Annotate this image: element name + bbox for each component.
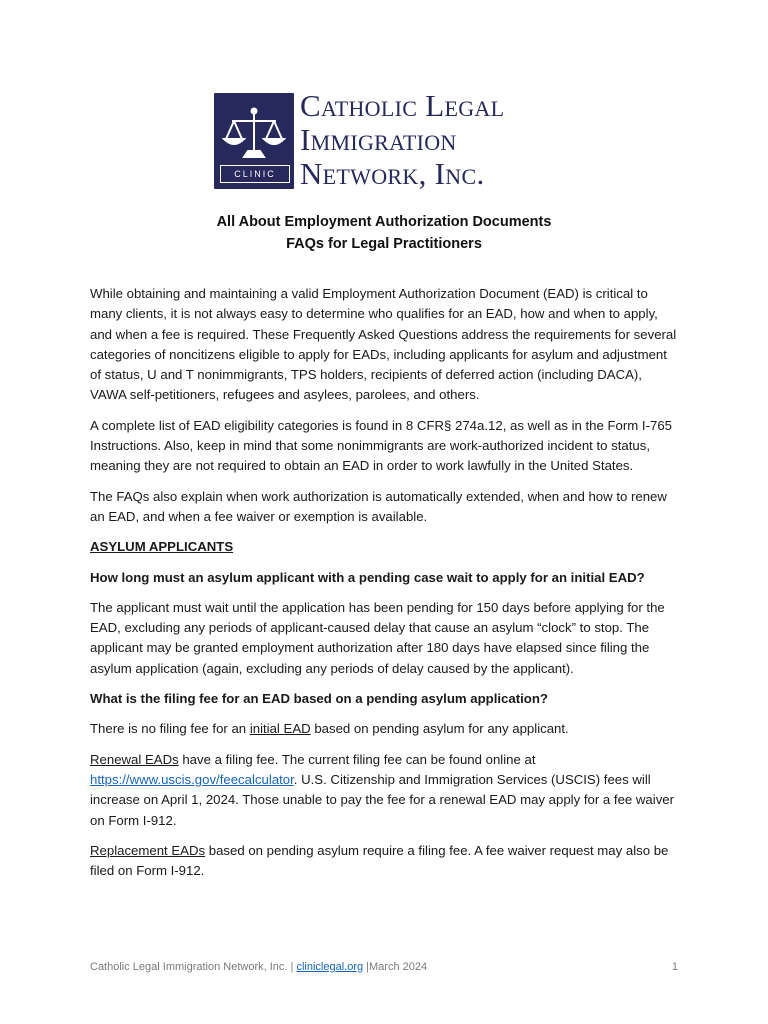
answer-3-text-b: . U.S. Citizenship and Immigration Services (USCIS) fees will increase on April 1, 2024. Those unable to pay the fee for a renewal EAD may apply for a fee waiver on Form I-912. xyxy=(90,771,675,828)
document-body xyxy=(90,284,680,891)
logo-line-3: Network, Inc. xyxy=(300,156,485,191)
answer-4-text: based on pending asylum require a filing fee. A fee waiver request may also be filed on Form I-912. xyxy=(90,842,669,879)
page-footer xyxy=(90,961,680,973)
document-title xyxy=(0,211,768,255)
renewal-eads-term: Renewal EADs xyxy=(90,751,179,767)
answer-2-text-b: based on pending asylum for any applicant. xyxy=(310,721,569,737)
answer-1: The applicant must wait until the application has been pending for 150 days before applying for the EAD, excluding any periods of applicant-caused delay that cause an asylum “clock” to stop. The applicant may be granted employment authorization after 180 days have elapsed since filing the asylum application (again, excluding any periods of delay caused by the applicant). xyxy=(90,599,665,676)
logo-line-1: Catholic Legal xyxy=(300,88,505,123)
answer-3-text-a: have a filing fee. The current filing fee can be found online at xyxy=(178,751,536,767)
page-number: 1 xyxy=(671,961,678,973)
clinic-tag: CLINIC xyxy=(220,165,290,183)
intro-paragraph-3: The FAQs also explain when work authorization is automatically extended, when and how to renew an EAD, and when a fee waiver or exemption is available. xyxy=(90,488,667,524)
title-line-2: FAQs for Legal Practitioners xyxy=(286,236,482,252)
fee-calculator-link[interactable]: https://www.uscis.gov/feecalculator xyxy=(90,771,294,787)
question-1: How long must an asylum applicant with a pending case wait to apply for an initial EAD? xyxy=(90,569,645,585)
logo-emblem xyxy=(214,93,294,189)
logo-wordmark xyxy=(300,89,504,191)
answer-3 xyxy=(90,750,680,831)
question-2: What is the filing fee for an EAD based on a pending asylum application? xyxy=(90,691,548,707)
intro-paragraph-1: While obtaining and maintaining a valid Employment Authorization Document (EAD) is critical to many clients, it is not always easy to determine who qualifies for an EAD, how and when to apply, and when a fee is required. These Frequently Asked Questions address the requirements for several categories of noncitizens eligible to apply for EADs, including applicants for asylum and adjustment of status, U and T nonimmigrants, TPS holders, recipients of deferred action (including DACA), VAWA self-petitioners, refugees and asylees, parolees, and others. xyxy=(90,286,677,403)
clinic-logo xyxy=(214,88,554,191)
answer-2-text-a: There is no filing fee for an xyxy=(90,721,250,737)
answer-4 xyxy=(90,841,680,882)
replacement-eads-term: Replacement EADs xyxy=(90,842,206,858)
initial-ead-term: initial EAD xyxy=(249,721,311,737)
footer-date: |March 2024 xyxy=(363,961,428,973)
footer-site-link[interactable]: cliniclegal.org xyxy=(296,961,364,973)
title-line-1: All About Employment Authorization Documents xyxy=(216,214,552,230)
scales-of-justice-icon xyxy=(222,105,286,167)
intro-paragraph-2: A complete list of EAD eligibility categories is found in 8 CFR§ 274a.12, as well as in the Form I-765 Instructions. Also, keep in mind that some nonimmigrants are work-authorized incident to status, meaning they are not required to obtain an EAD in order to work lawfully in the United States. xyxy=(90,417,672,474)
logo-line-2: Immigration xyxy=(300,122,457,157)
section-heading: ASYLUM APPLICANTS xyxy=(90,539,234,555)
answer-2 xyxy=(90,719,680,739)
footer-org: Catholic Legal Immigration Network, Inc. | xyxy=(90,961,297,973)
